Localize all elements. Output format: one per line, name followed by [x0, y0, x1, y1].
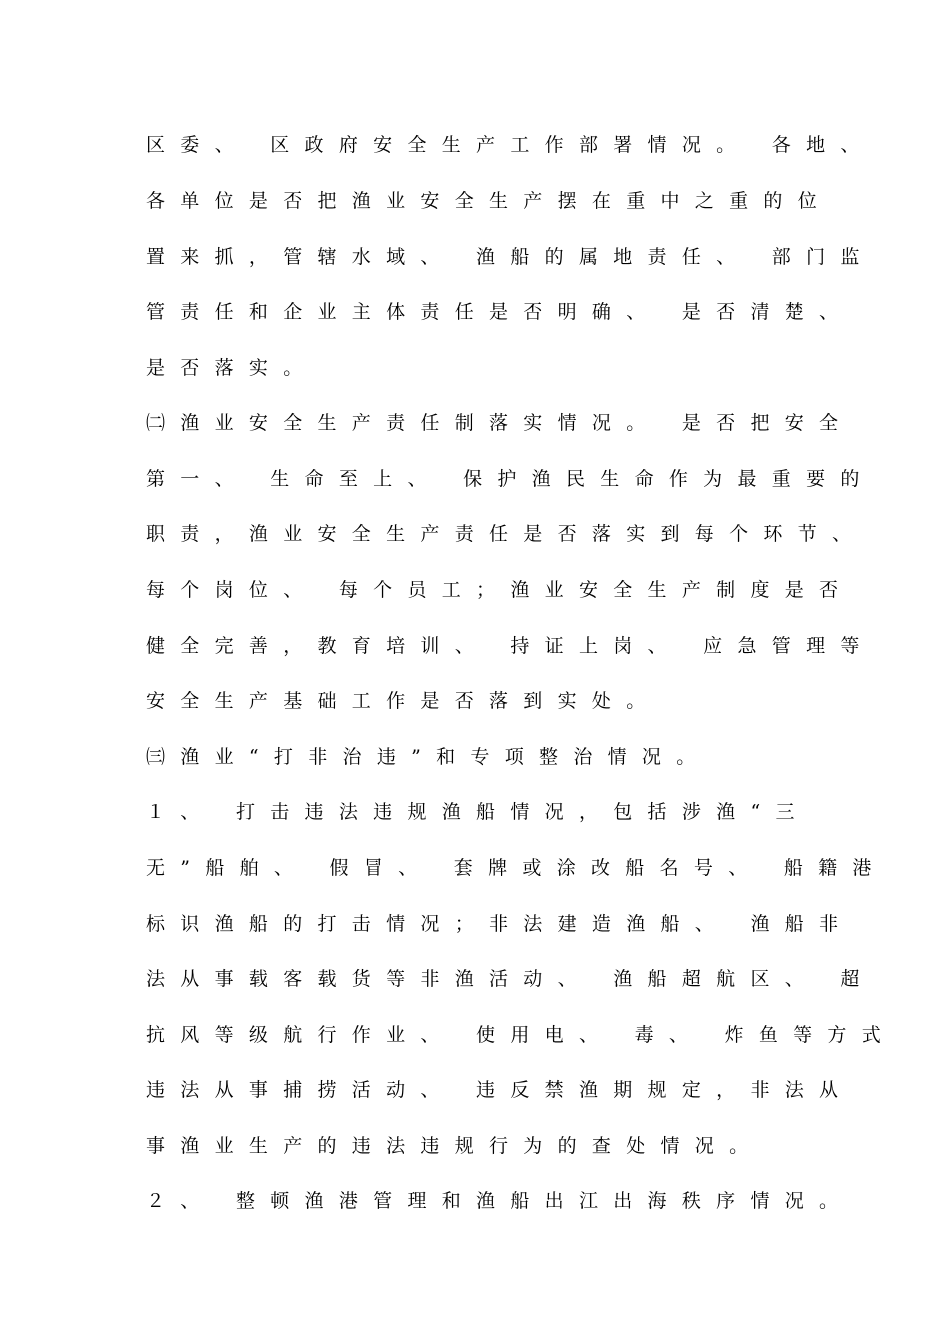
text-line: 置来抓，管辖水域、 渔船的属地责任、 部门监	[146, 246, 875, 268]
text-line: ㈡渔业安全生产责任制落实情况。 是否把安全	[146, 412, 854, 434]
text-line: 每个岗位、 每个员工；渔业安全生产制度是否	[146, 579, 854, 601]
text-line: 健全完善，教育培训、 持证上岗、 应急管理等	[146, 635, 875, 657]
text-line: 法从事载客载货等非渔活动、 渔船超航区、 超	[146, 968, 875, 990]
text-line: 无”船舶、 假冒、 套牌或涂改船名号、 船籍港	[146, 857, 887, 879]
text-line: 是否落实。	[146, 357, 318, 379]
text-line: 安全生产基础工作是否落到实处。	[146, 690, 661, 712]
text-line: 违法从事捕捞活动、 违反禁渔期规定，非法从	[146, 1079, 854, 1101]
text-line: 各单位是否把渔业安全生产摆在重中之重的位	[146, 190, 833, 212]
text-line: ２、 整顿渔港管理和渔船出江出海秩序情况。	[146, 1190, 854, 1212]
text-line: １、 打击违法违规渔船情况，包括涉渔“三	[146, 801, 810, 823]
text-line: 管责任和企业主体责任是否明确、 是否清楚、	[146, 301, 854, 323]
text-line: 职责，渔业安全生产责任是否落实到每个环节、	[146, 523, 867, 545]
text-line: 区委、 区政府安全生产工作部署情况。 各地、	[146, 134, 875, 156]
text-line: 第一、 生命至上、 保护渔民生命作为最重要的	[146, 468, 875, 490]
text-line: 抗风等级航行作业、 使用电、 毒、 炸鱼等方式	[146, 1024, 897, 1046]
text-line: ㈢渔业“打非治违”和专项整治情况。	[146, 746, 711, 768]
text-line: 事渔业生产的违法违规行为的查处情况。	[146, 1135, 764, 1157]
text-line: 标识渔船的打击情况；非法建造渔船、 渔船非	[146, 913, 854, 935]
